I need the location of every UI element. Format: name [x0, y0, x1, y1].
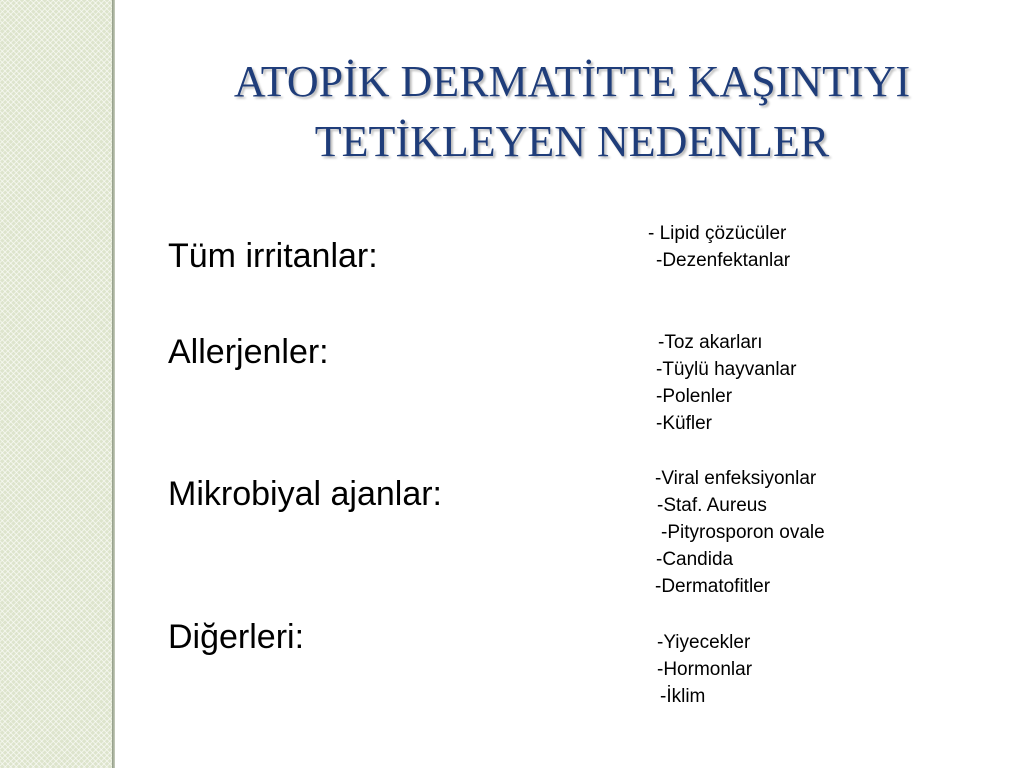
slide-title [120, 52, 1024, 172]
list-item: -Hormonlar [657, 659, 753, 680]
category-label-others: Diğerleri: [168, 618, 305, 656]
list-irritants [648, 220, 790, 274]
list-microbial [655, 465, 825, 600]
list-item: -Küfler [656, 413, 712, 434]
side-strip-edge [112, 0, 115, 768]
list-item: -Polenler [656, 386, 733, 407]
list-item: -Tüylü hayvanlar [656, 359, 797, 380]
list-item: -Pityrosporon ovale [661, 522, 825, 543]
list-item: -Candida [656, 549, 734, 570]
list-item: -Yiyecekler [657, 632, 751, 653]
list-item: -Dezenfektanlar [656, 250, 791, 271]
list-allergens [656, 329, 796, 437]
list-item: -Viral enfeksiyonlar [655, 468, 817, 489]
category-label-allergens: Allerjenler: [168, 333, 329, 371]
category-label-irritants: Tüm irritanlar: [168, 237, 378, 275]
list-item: -Toz akarları [658, 332, 763, 353]
slide-title-line-2: TETİKLEYEN NEDENLER [314, 117, 830, 166]
list-item: - Lipid çözücüler [648, 223, 787, 244]
list-item: -Staf. Aureus [657, 495, 767, 516]
slide-title-line-1: ATOPİK DERMATİTTE KAŞINTIYI [233, 57, 911, 106]
decorative-side-strip [0, 0, 112, 768]
category-label-microbial: Mikrobiyal ajanlar: [168, 475, 442, 513]
list-item: -Dermatofitler [655, 576, 771, 597]
list-others [657, 629, 752, 710]
list-item: -İklim [660, 686, 706, 707]
